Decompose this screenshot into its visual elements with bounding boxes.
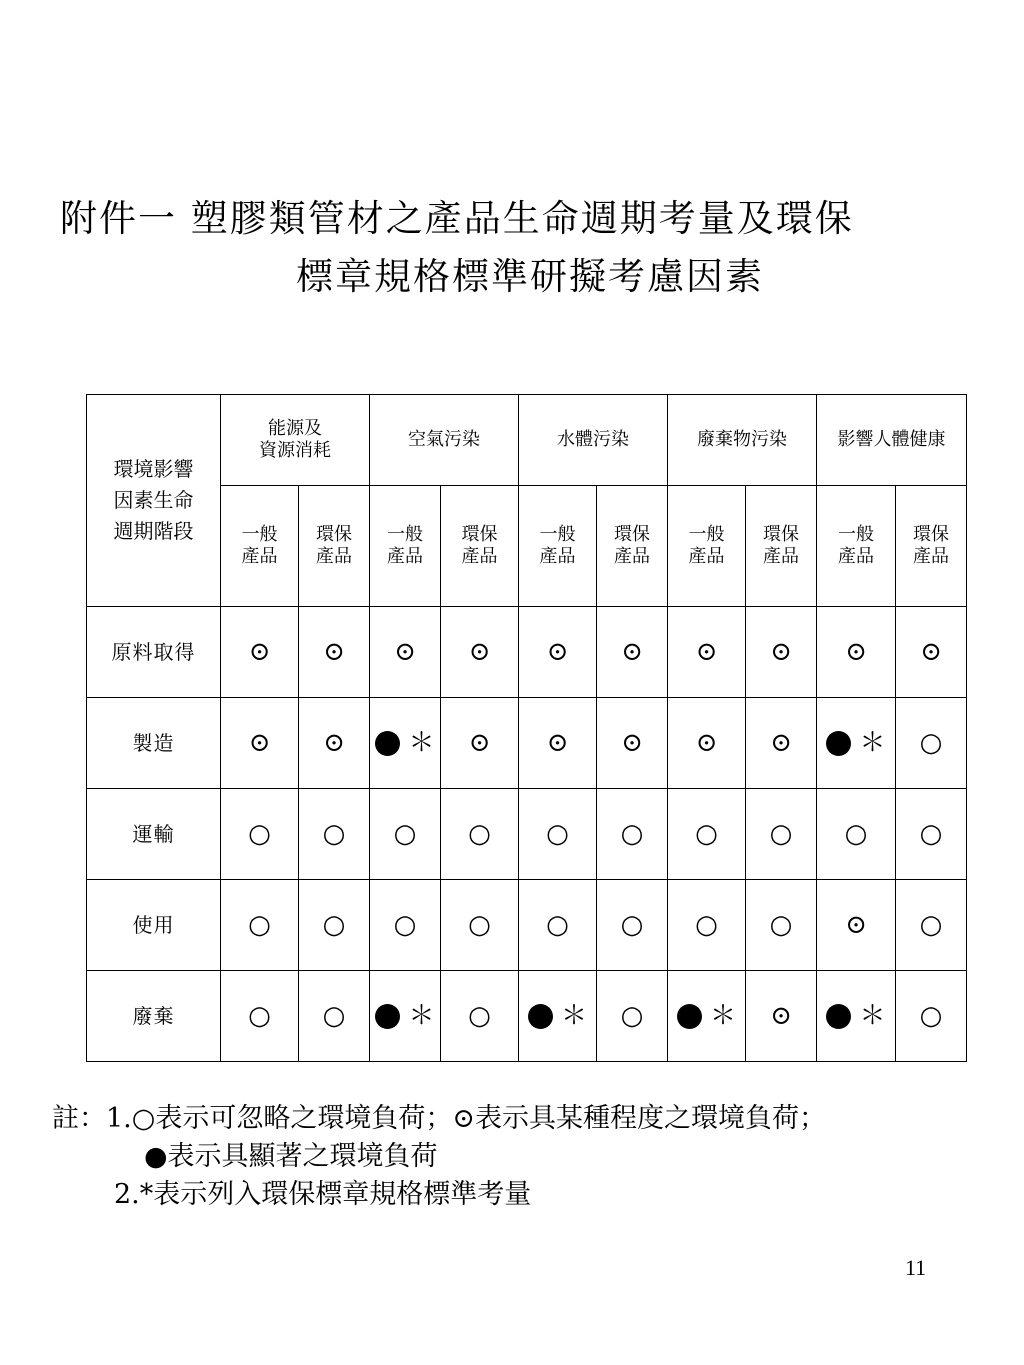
circle-icon: ○ (546, 909, 569, 940)
table-row (87, 880, 967, 971)
group-header: 影響人體健康 (817, 395, 967, 486)
title-line-2: 標章規格標準研擬考慮因素 (296, 255, 764, 298)
table-cell (221, 607, 299, 698)
table-cell (441, 698, 519, 789)
table-cell (668, 971, 746, 1062)
asterisk-mark: ＊ (408, 728, 435, 758)
circle-dot-icon: ⊙ (546, 727, 569, 758)
table-cell (519, 698, 597, 789)
table-cell (519, 971, 597, 1062)
table-cell (896, 880, 967, 971)
table-cell (221, 789, 299, 880)
table-cell (221, 698, 299, 789)
circle-icon: ○ (919, 909, 943, 940)
circle-icon: ○ (769, 909, 793, 940)
table-row (87, 607, 967, 698)
table-cell (817, 698, 896, 789)
circle-dot-icon: ⊙ (920, 636, 942, 667)
row-label: 原料取得 (87, 607, 221, 698)
table-cell (370, 880, 441, 971)
filled-circle-icon (826, 731, 851, 756)
page-number: 11 (905, 1255, 927, 1280)
circle-icon: ○ (248, 818, 271, 849)
table-cell (299, 880, 370, 971)
table-cell (441, 789, 519, 880)
asterisk-mark: ＊ (709, 1001, 736, 1031)
table-cell (370, 789, 441, 880)
sub-header-general: 一般 產品 (221, 486, 299, 607)
table-cell (299, 698, 370, 789)
table-cell (370, 971, 441, 1062)
circle-icon: ○ (468, 909, 491, 940)
table-row (87, 698, 967, 789)
table-row (87, 971, 967, 1062)
table-cell (221, 971, 299, 1062)
asterisk-mark: ＊ (408, 1001, 435, 1031)
lifecycle-table (86, 394, 967, 1062)
row-label: 製造 (87, 698, 221, 789)
table-cell (519, 789, 597, 880)
table-cell (668, 880, 746, 971)
header-row-groups (87, 395, 967, 486)
note-line-3: 2.*表示列入環保標章規格標準考量 (114, 1179, 532, 1210)
circle-dot-icon: ⊙ (621, 727, 643, 758)
group-header: 水體污染 (519, 395, 668, 486)
filled-circle-icon (375, 731, 400, 756)
asterisk-mark: ＊ (859, 728, 886, 758)
table-row (87, 789, 967, 880)
filled-circle-icon (826, 1004, 851, 1029)
page-title (40, 190, 1000, 306)
circle-icon: ○ (620, 909, 644, 940)
table-cell (299, 607, 370, 698)
circle-icon: ○ (248, 909, 271, 940)
sub-header-general: 一般 產品 (817, 486, 896, 607)
circle-dot-icon: ⊙ (621, 636, 643, 667)
sub-header-green: 環保 產品 (746, 486, 817, 607)
table-cell (746, 789, 817, 880)
note-line-2: ●表示具顯著之環境負荷 (144, 1141, 438, 1172)
circle-icon: ○ (695, 909, 718, 940)
filled-circle-icon (375, 1004, 400, 1029)
sub-header-green: 環保 產品 (441, 486, 519, 607)
table-cell (441, 880, 519, 971)
table-cell (519, 880, 597, 971)
circle-dot-icon: ⊙ (845, 909, 867, 940)
table-cell (817, 607, 896, 698)
circle-dot-icon: ⊙ (695, 636, 718, 667)
table-cell (817, 789, 896, 880)
circle-dot-icon: ⊙ (770, 727, 792, 758)
asterisk-mark: ＊ (560, 1001, 587, 1031)
filled-circle-icon (528, 1004, 553, 1029)
circle-dot-icon: ⊙ (468, 636, 491, 667)
table-cell (668, 789, 746, 880)
asterisk-mark: ＊ (859, 1001, 886, 1031)
sub-header-green: 環保 產品 (597, 486, 668, 607)
circle-icon: ○ (468, 818, 491, 849)
table-cell (441, 607, 519, 698)
table-cell (746, 607, 817, 698)
circle-icon: ○ (322, 818, 346, 849)
circle-icon: ○ (546, 818, 569, 849)
circle-icon: ○ (322, 1000, 346, 1031)
circle-icon: ○ (468, 1000, 491, 1031)
row-label: 廢棄 (87, 971, 221, 1062)
table-cell (817, 880, 896, 971)
table-cell (597, 971, 668, 1062)
table-cell (441, 971, 519, 1062)
table-cell (746, 880, 817, 971)
circle-dot-icon: ⊙ (323, 727, 345, 758)
table-cell (746, 971, 817, 1062)
circle-icon: ○ (769, 818, 793, 849)
sub-header-general: 一般 產品 (519, 486, 597, 607)
table-cell (221, 880, 299, 971)
table-cell (597, 698, 668, 789)
circle-icon: ○ (919, 1000, 943, 1031)
circle-dot-icon: ⊙ (845, 636, 867, 667)
filled-circle-icon (677, 1004, 702, 1029)
circle-dot-icon: ⊙ (248, 727, 271, 758)
circle-icon: ○ (919, 727, 943, 758)
title-line-1: 附件一 塑膠類管材之產品生命週期考量及環保 (60, 197, 854, 240)
table-cell (597, 880, 668, 971)
circle-icon: ○ (620, 1000, 644, 1031)
row-label: 運輸 (87, 789, 221, 880)
table-cell (299, 971, 370, 1062)
circle-dot-icon: ⊙ (248, 636, 271, 667)
table-cell (597, 607, 668, 698)
corner-header: 環境影響 因素生命 週期階段 (87, 395, 221, 607)
circle-dot-icon: ⊙ (546, 636, 569, 667)
sub-header-general: 一般 產品 (370, 486, 441, 607)
table-cell (370, 698, 441, 789)
table-cell (817, 971, 896, 1062)
circle-icon: ○ (322, 909, 346, 940)
circle-icon: ○ (620, 818, 644, 849)
group-header: 空氣污染 (370, 395, 519, 486)
circle-dot-icon: ⊙ (394, 636, 416, 667)
table-cell (668, 607, 746, 698)
notes (52, 1100, 992, 1214)
table-cell (519, 607, 597, 698)
table-cell (370, 607, 441, 698)
note-line-1: 註：1.○表示可忽略之環境負荷；⊙表示具某種程度之環境負荷； (52, 1103, 826, 1134)
sub-header-general: 一般 產品 (668, 486, 746, 607)
table-cell (896, 971, 967, 1062)
sub-header-green: 環保 產品 (896, 486, 967, 607)
row-label: 使用 (87, 880, 221, 971)
circle-dot-icon: ⊙ (695, 727, 718, 758)
sub-header-green: 環保 產品 (299, 486, 370, 607)
table-cell (668, 698, 746, 789)
group-header: 廢棄物污染 (668, 395, 817, 486)
group-header: 能源及 資源消耗 (221, 395, 370, 486)
circle-icon: ○ (393, 818, 417, 849)
table-cell (896, 607, 967, 698)
circle-dot-icon: ⊙ (468, 727, 491, 758)
circle-icon: ○ (844, 818, 868, 849)
circle-icon: ○ (695, 818, 718, 849)
table-cell (896, 789, 967, 880)
circle-dot-icon: ⊙ (323, 636, 345, 667)
table-cell (896, 698, 967, 789)
table-cell (299, 789, 370, 880)
circle-icon: ○ (919, 818, 943, 849)
table-cell (597, 789, 668, 880)
circle-icon: ○ (393, 909, 417, 940)
circle-dot-icon: ⊙ (770, 1000, 792, 1031)
circle-dot-icon: ⊙ (770, 636, 792, 667)
table-cell (746, 698, 817, 789)
circle-icon: ○ (248, 1000, 271, 1031)
